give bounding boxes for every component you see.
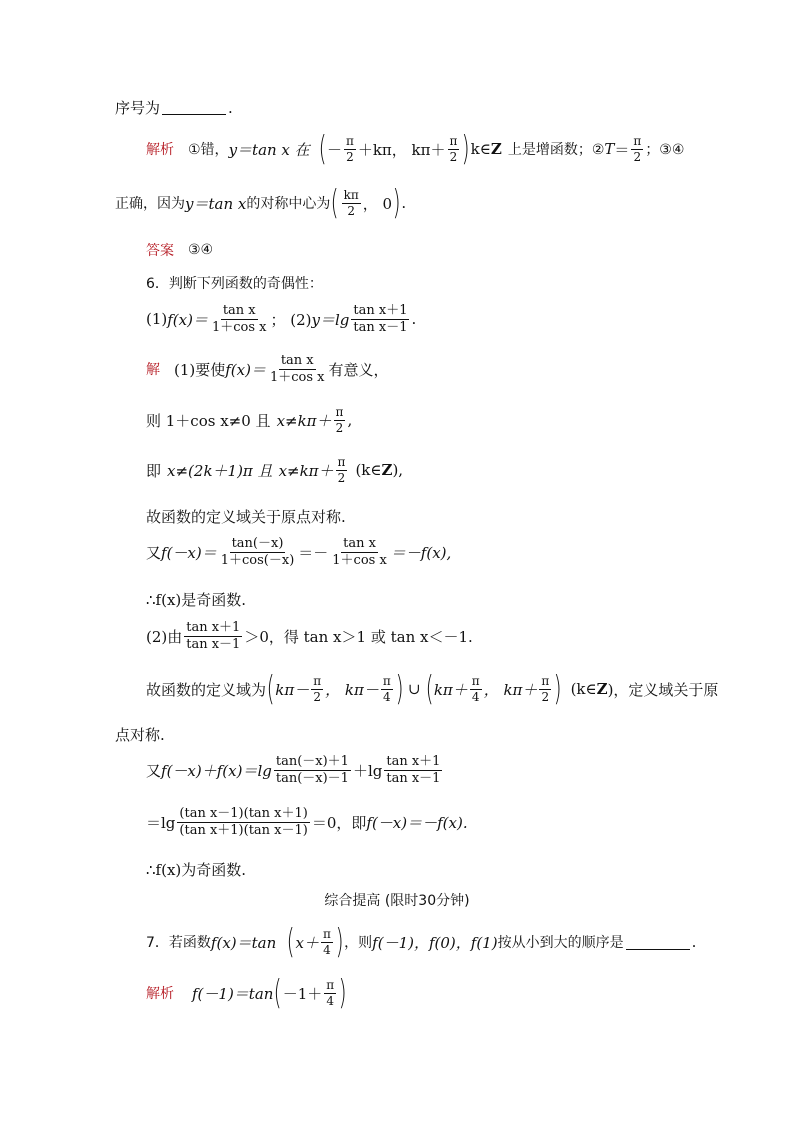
solution-line-10 xyxy=(146,755,444,785)
fraction-pi-over-2 xyxy=(344,135,356,163)
solution-eq-2: x≠(2k＋1)π 且 xyxy=(167,461,273,480)
fraction-pi-over-2 xyxy=(539,675,551,703)
question-7 xyxy=(146,922,697,962)
solution-line-12 xyxy=(146,859,246,880)
solution-text-9: ＞0，得 tan x＞1 或 tan x＜－1. xyxy=(244,627,473,646)
fraction-pi-over-2 xyxy=(631,135,643,163)
fraction-pi-over-2 xyxy=(311,675,323,703)
fraction-den: 2 xyxy=(313,689,321,704)
question-tail-line xyxy=(115,97,233,118)
answer-line xyxy=(146,240,213,260)
solution-line-1 xyxy=(146,354,389,384)
solution-line-7 xyxy=(146,621,473,651)
fraction-num: π xyxy=(382,673,391,688)
solution-text-14: ＝0，即 xyxy=(311,813,367,832)
fraction-num: tan(－x)＋1 xyxy=(275,754,349,769)
analysis-eq-1: y＝tan x 在 xyxy=(228,140,310,159)
values-list: f(－1)，f(0)，f(1) xyxy=(372,933,498,952)
analysis-text-5: 的对称中心为 xyxy=(246,196,331,212)
solution-line-4 xyxy=(146,506,346,527)
fraction-tan-over-cos xyxy=(210,304,269,334)
k-in: (k∈ xyxy=(355,461,382,480)
right-paren: ) xyxy=(392,183,401,223)
solution-text-13: 又 xyxy=(146,761,162,780)
question-tail-text: 序号为 xyxy=(115,99,161,117)
fraction-num: tan(－x) xyxy=(231,536,284,551)
line-end-comma: , xyxy=(347,411,353,430)
solution-line-8 xyxy=(146,669,719,709)
function-y: y＝lg xyxy=(311,310,350,329)
fraction-den: 4 xyxy=(382,689,391,704)
solution-text-1: (1)要使 xyxy=(174,360,226,379)
question-7-text-3: 按从小到大的顺序是 xyxy=(497,935,624,951)
left-paren: ( xyxy=(266,669,275,709)
fraction-tan-neg-over-cos-neg xyxy=(219,537,297,567)
fraction-pi-over-2 xyxy=(448,135,460,163)
fraction-kpi-over-2 xyxy=(342,189,361,217)
solution-eq-3: x≠kπ＋ xyxy=(278,461,334,480)
solution-line-6 xyxy=(146,589,246,610)
fraction-den: 1＋cos(－x) xyxy=(220,552,295,568)
fraction-num: π xyxy=(345,133,354,148)
answer-value: ③④ xyxy=(188,242,214,258)
fraction-den: 4 xyxy=(326,993,335,1008)
fraction-num: π xyxy=(326,977,335,992)
solution-text-11: )，定义域关于原 xyxy=(607,680,719,699)
right-paren: ) xyxy=(395,669,404,709)
interval-b-end: ， kπ＋ xyxy=(483,680,538,699)
fraction-num: tan x＋1 xyxy=(353,303,408,318)
k-in: k∈ xyxy=(470,140,491,158)
period-T: T xyxy=(604,140,615,158)
solution-text-3: 则 1＋cos x≠0 且 xyxy=(146,411,271,430)
fraction-product xyxy=(177,807,309,837)
f-neg-1: f(－1)＝tan xyxy=(192,984,274,1003)
part-1-label: (1) xyxy=(146,310,168,329)
solution-eq-1: x≠kπ＋ xyxy=(276,411,332,430)
left-paren: ( xyxy=(286,922,295,962)
union-symbol: ∪ xyxy=(408,680,421,698)
solution-text-7: ∴f(x)是奇函数. xyxy=(146,591,247,609)
analysis-label: 解析 xyxy=(146,142,174,158)
fraction-den: tan(－x)－1 xyxy=(275,770,349,786)
fraction-den: 2 xyxy=(337,470,346,485)
solution-line-11 xyxy=(146,807,468,837)
line-end-period: . xyxy=(691,933,697,951)
fraction-num: tan x xyxy=(343,536,376,551)
fraction-tan-over-cos xyxy=(268,354,327,384)
question-7-text-2: ，则 xyxy=(344,935,373,951)
answer-blank xyxy=(162,100,226,115)
sum-expr: f(－x)＋f(x)＝lg xyxy=(161,761,272,780)
set-Z: Z xyxy=(596,680,608,698)
fraction-den: 2 xyxy=(346,149,354,164)
fraction-den: 4 xyxy=(471,689,480,704)
interval-b-start: kπ＋ xyxy=(433,680,468,699)
solution-line-9 xyxy=(115,724,165,745)
right-paren: ) xyxy=(462,129,471,169)
right-paren: ) xyxy=(338,973,347,1013)
analysis-text-3: ；③④ xyxy=(645,142,685,158)
solution-line-2 xyxy=(146,406,352,434)
equals-minus: ＝－ xyxy=(298,543,329,562)
right-paren: ) xyxy=(335,922,344,962)
fraction-num: tan x xyxy=(280,353,314,368)
analysis-text-1: ①错， xyxy=(188,142,229,158)
odd-conclusion: f(－x)＝－f(x). xyxy=(366,813,468,832)
fraction-log-arg xyxy=(351,304,409,334)
neg-f: ＝－f(x), xyxy=(390,543,452,562)
solution-label: 解 xyxy=(146,362,160,379)
solution-line-5 xyxy=(146,537,451,567)
analysis-label: 解析 xyxy=(146,986,174,1002)
left-paren: ( xyxy=(330,183,339,223)
solution-text-2: 有意义， xyxy=(328,360,389,379)
fraction-den: 2 xyxy=(449,149,458,164)
interval-a-end: ， kπ－ xyxy=(325,680,379,699)
fraction-den: 1＋cos x xyxy=(269,369,325,385)
fraction-den: 4 xyxy=(323,942,331,957)
solution-line-3 xyxy=(146,456,403,484)
fraction-neg-arg xyxy=(274,755,351,785)
fraction-den: 1＋cos x xyxy=(211,319,267,335)
question-7-text-1: 7．若函数 xyxy=(146,935,211,951)
left-paren: ( xyxy=(425,669,434,709)
fraction-den: tan x－1 xyxy=(386,770,441,786)
solution-text-6: 又 xyxy=(146,543,162,562)
fraction-num: (tan x－1)(tan x＋1) xyxy=(179,806,308,821)
fraction-num: π xyxy=(313,673,322,688)
answer-label: 答案 xyxy=(146,243,174,259)
analysis-eq-2: y＝tan x xyxy=(185,194,247,213)
fraction-num: tan x＋1 xyxy=(386,754,441,769)
function-f-neg: f(－x)＝ xyxy=(161,543,217,562)
fraction-num: π xyxy=(337,455,346,469)
function-f: f(x)＝ xyxy=(167,310,208,329)
fraction-pi-over-2 xyxy=(336,456,348,484)
line-end-period: . xyxy=(411,310,417,329)
line-end-period: . xyxy=(401,194,407,212)
question-6-text: 6．判断下列函数的奇偶性： xyxy=(146,276,323,292)
fraction-pi-over-4 xyxy=(381,675,393,703)
analysis-line-last xyxy=(146,973,347,1013)
question-6-functions xyxy=(146,304,416,334)
interval-text: ＋kπ， kπ＋ xyxy=(357,140,446,159)
fraction-num: π xyxy=(633,133,642,148)
neg-sign: － xyxy=(326,140,342,159)
fraction-den: 2 xyxy=(633,149,642,164)
right-paren: ) xyxy=(553,669,562,709)
fraction-den: 2 xyxy=(347,203,356,218)
analysis-text-4: 正确，因为 xyxy=(115,196,185,212)
fraction-pi-over-2 xyxy=(334,406,346,434)
separator: ； (2) xyxy=(270,310,312,329)
section-heading: 综合提高 (限时30分钟) xyxy=(324,893,470,909)
zero-coord: ， 0 xyxy=(362,194,393,213)
k-in: (k∈ xyxy=(570,680,597,698)
solution-text-12: 点对称. xyxy=(115,726,165,744)
function-f-tan: f(x)＝tan xyxy=(210,933,277,952)
fraction-den: 2 xyxy=(541,689,550,704)
fraction-num: π xyxy=(541,673,550,688)
fraction-pi-over-4 xyxy=(470,675,482,703)
analysis-line-1 xyxy=(146,129,685,169)
left-paren: ( xyxy=(274,973,283,1013)
inner-expr: －1＋ xyxy=(282,984,323,1003)
fraction-num: tan x xyxy=(222,303,256,318)
left-paren: ( xyxy=(318,129,327,169)
solution-text-4: 即 xyxy=(146,461,162,480)
fraction-num: tan x＋1 xyxy=(186,620,241,635)
fraction-log-arg xyxy=(184,621,242,651)
fraction-pi-over-4 xyxy=(324,979,336,1007)
solution-text-8: (2)由 xyxy=(146,627,183,646)
fraction-log-arg xyxy=(384,755,442,785)
fraction-den: (tan x＋1)(tan x－1) xyxy=(179,822,308,838)
analysis-line-2 xyxy=(115,183,407,223)
fraction-num: kπ xyxy=(343,187,359,202)
question-6 xyxy=(146,273,323,293)
tan-arg: x＋ xyxy=(295,933,320,952)
fraction-num: π xyxy=(449,133,458,148)
fraction-num: π xyxy=(323,926,331,941)
solution-text-10: 故函数的定义域为 xyxy=(146,680,267,699)
equals-lg: ＝lg xyxy=(146,813,176,832)
fraction-pi-over-4 xyxy=(321,928,333,956)
plus-lg: ＋lg xyxy=(352,761,383,780)
solution-text-5: 故函数的定义域关于原点对称. xyxy=(146,508,346,526)
function-f: f(x)＝ xyxy=(225,360,266,379)
fraction-den: 1＋cos x xyxy=(332,552,387,568)
set-Z: Z xyxy=(490,140,502,158)
interval-a-start: kπ－ xyxy=(275,680,310,699)
fraction-den: tan x－1 xyxy=(186,636,241,652)
set-Z: Z xyxy=(381,461,393,480)
fraction-num: π xyxy=(471,673,480,688)
line-end-comma: ), xyxy=(392,461,404,480)
line-end-period: . xyxy=(228,98,233,117)
fraction-num: π xyxy=(335,405,344,419)
fraction-den: tan x－1 xyxy=(353,319,408,335)
solution-text-15: ∴f(x)为奇函数. xyxy=(146,861,247,879)
analysis-text-2: 上是增函数；② xyxy=(507,142,605,158)
fraction-den: 2 xyxy=(335,420,344,435)
answer-blank xyxy=(626,935,690,950)
fraction-tan-over-cos xyxy=(330,537,389,567)
equals: ＝ xyxy=(614,140,630,159)
